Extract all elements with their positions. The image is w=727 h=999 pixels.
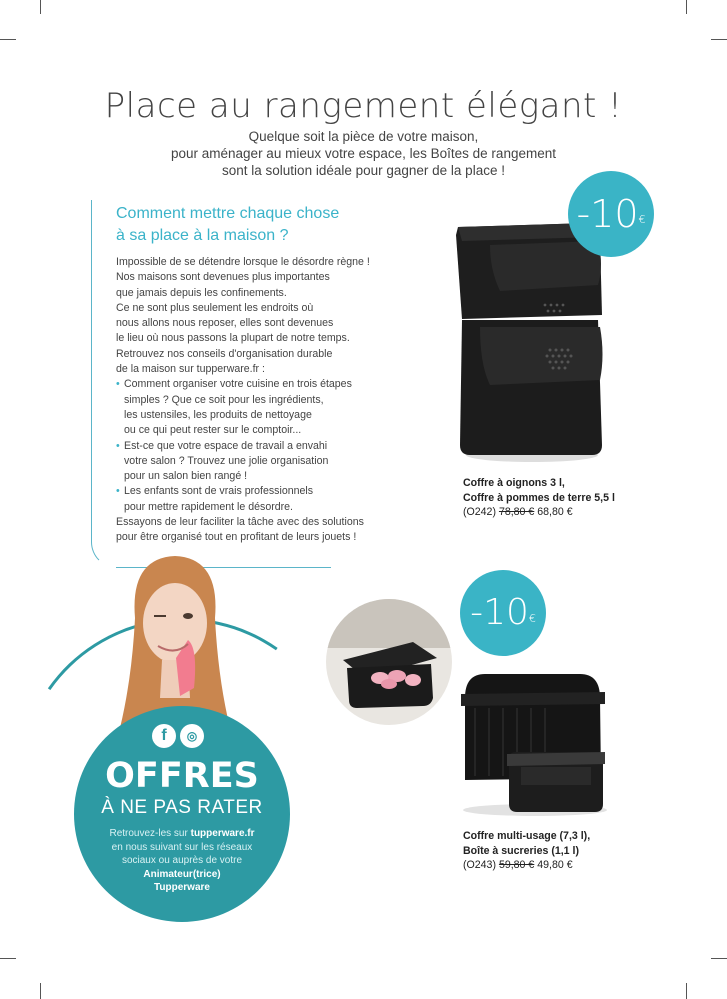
bullet-icon: • [116, 378, 120, 391]
article-body: Impossible de se détendre lorsque le désordre règne ! Nos maisons sont devenues plus importantes que jamais depuis les confinements. Ce ne sont plus seulement les endroits où nous allons nous reposer, elles sont devenues le lieu où nous passons la plupart de notre temps. Retrouvez nos conseils d'organisation durable de la maison sur tupperware.fr : • Comment organiser votre cuisine en trois étapes simples ? Que ce soit pour les ingrédients, les ustensiles, les produits de nettoyage ou ce qui peut rester sur le comptoir... • Est-ce que votre espace de travail a envahi votre salon ? Trouvez une jolie organisation pour un salon bien rangé ! • Les enfants sont de vrais professionnels pour mettre rapidement le désordre. Essayons de leur faciliter la tâche avec des solutions pour être organisé tout en profitant de leurs jouets ! [116, 255, 436, 546]
crop-mark [711, 39, 727, 40]
crop-mark [0, 39, 16, 40]
discount-badge: -10€ [568, 171, 654, 257]
list-item: • Est-ce que votre espace de travail a envahi votre salon ? Trouvez une jolie organisation pour un salon bien rangé ! [116, 439, 436, 485]
list-item: • Comment organiser votre cuisine en trois étapes simples ? Que ce soit pour les ingrédients, les ustensiles, les produits de nettoyage ou ce qui peut rester sur le comptoir... [116, 377, 436, 438]
site-link[interactable]: tupperware.fr [190, 828, 255, 839]
discount-badge: -10€ [460, 570, 546, 656]
crop-mark [0, 958, 16, 959]
storage-bins-image [450, 215, 610, 465]
storage-box-image [455, 668, 615, 818]
old-price: 59,80 € [498, 859, 535, 871]
instagram-icon[interactable]: ◎ [180, 724, 204, 748]
new-price: 68,80 € [537, 506, 573, 518]
old-price: 78,80 € [498, 506, 535, 518]
bullet-icon: • [116, 439, 120, 452]
candy-box-photo [325, 598, 453, 726]
crop-mark [686, 0, 687, 14]
article-title: Comment mettre chaque chose à sa place à la maison ? [116, 205, 340, 244]
crop-mark [40, 0, 41, 14]
facebook-icon[interactable]: f [152, 724, 176, 748]
crop-mark [40, 983, 41, 999]
bullet-icon: • [116, 485, 120, 498]
page-subtitle: Quelque soit la pièce de votre maison, pour aménager au mieux votre espace, les Boîtes de rangement sont la solution idéale pour gagner de la place ! [171, 129, 556, 178]
crop-mark [711, 958, 727, 959]
page-title: Place au rangement élégant ! [104, 86, 623, 126]
crop-mark [686, 983, 687, 999]
product-label: Coffre multi-usage (7,3 l), Boîte à sucreries (1,1 l) (O243) 59,80 € 49,80 € [463, 830, 591, 871]
offers-subtitle: À NE PAS RATER [101, 797, 263, 818]
product-label: Coffre à oignons 3 l, Coffre à pommes de terre 5,5 l (O242) 78,80 € 68,80 € [463, 477, 615, 518]
offers-title: OFFRES [105, 756, 259, 796]
list-item: • Les enfants sont de vrais professionnels pour mettre rapidement le désordre. [116, 484, 436, 515]
new-price: 49,80 € [537, 859, 573, 871]
offers-description: Retrouvez-les sur tupperware.fr en nous suivant sur les réseaux sociaux ou auprès de votre Animateur(trice) Tupperware [109, 828, 255, 893]
